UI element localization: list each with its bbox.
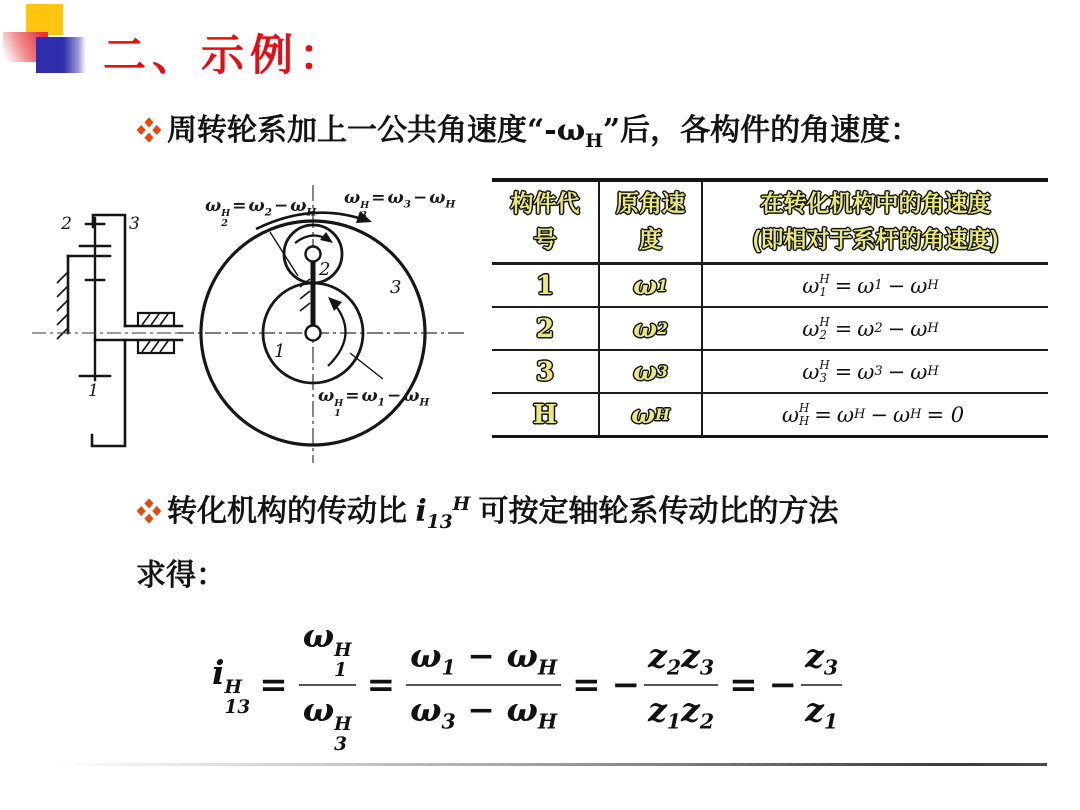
bottom-divider-line bbox=[55, 763, 1047, 766]
logo-blue-square bbox=[36, 37, 86, 73]
table-row bbox=[492, 262, 1048, 306]
header-converted-velocity: 在转化机构中的角速度 (即相对于系杆的角速度) bbox=[752, 190, 999, 252]
label-gear-1: 1 bbox=[274, 341, 286, 362]
bullet-2-text: 转化机构的传动比 $i_{13}^H$ 可按定轴轮系传动比的方法 bbox=[167, 494, 839, 533]
omega3-relative-formula: ω H 3 = $\omega_3 - \omega_H$ bbox=[344, 188, 456, 221]
gear-section-schematic bbox=[30, 180, 190, 470]
header-original-velocity: 原角速 度 bbox=[600, 182, 703, 262]
label-gear-3: 3 bbox=[129, 214, 140, 234]
leader-line-omega2 bbox=[270, 232, 298, 276]
rotation-arrow-sun bbox=[328, 297, 346, 366]
table-header-row bbox=[492, 182, 1048, 262]
diamond-bullet-icon bbox=[136, 117, 162, 143]
bullet-angular-velocity bbox=[136, 110, 1076, 155]
original-omega: ω H bbox=[600, 394, 703, 435]
angular-velocity-table bbox=[492, 178, 1048, 438]
relative-omega-formula: ω H 2 = ω 2 − ω H bbox=[802, 315, 939, 342]
header-component-code: 构件代 号 bbox=[492, 182, 600, 262]
relative-omega-formula: ω H 1 = ω 1 − ω H bbox=[802, 272, 939, 299]
relative-omega-formula: ω H H = ω H − ω H = 0 bbox=[781, 401, 965, 428]
original-omega: ω 3 bbox=[600, 351, 703, 392]
bullet-transmission-ratio bbox=[136, 491, 1036, 594]
label-gear-2: 2 bbox=[61, 214, 72, 234]
teeth-ratio-fraction: $\frac{z_2z_3}{z_1z_2}$ bbox=[642, 636, 720, 733]
bullet-2-line2: 求得： bbox=[136, 559, 226, 593]
omega-difference-fraction: $\frac{\omega_1 - \omega_H}{\omega_3 - \omega_H}$ bbox=[404, 636, 563, 733]
bullet-1-text: 周转轮系加上一公共角速度“$-\omega_H$”后，各构件的角速度： bbox=[167, 113, 921, 152]
sun-joint bbox=[306, 326, 321, 341]
i13H-symbol: $i_{13}^H$ bbox=[415, 494, 471, 533]
leader-line-omega1 bbox=[350, 353, 383, 379]
rotation-arrow-planet bbox=[295, 232, 333, 243]
logo-yellow-square bbox=[26, 4, 63, 35]
component-id: 3 bbox=[492, 351, 600, 392]
label-gear-1: 1 bbox=[88, 381, 99, 401]
label-gear-3: 3 bbox=[390, 277, 402, 298]
table-row bbox=[492, 306, 1048, 349]
i13H-term: i H 13 bbox=[212, 653, 251, 718]
simplified-teeth-ratio-fraction: $\frac{z_3}{z_1}$ bbox=[799, 636, 844, 733]
frame-hatching bbox=[57, 272, 68, 339]
page-title: 二、示例： bbox=[103, 32, 348, 80]
component-id: 2 bbox=[492, 308, 600, 349]
component-id: H bbox=[492, 394, 600, 435]
omega2-relative-formula: ω H 2 = $\omega_2 - \omega_H$ bbox=[205, 196, 317, 229]
transmission-ratio-formula: i H 13 = ω H 1 ω H 3 = $\frac{\omega_1 - \omega_H}{\omega_3 - \omega_H}$ = − $\frac{z_2z_3}{z_1z_2}$ = − $\frac{z_3}{z_1}$ bbox=[212, 616, 844, 754]
ring-gear-outline bbox=[92, 215, 125, 446]
omega-symbol: ω bbox=[556, 113, 586, 148]
original-omega: ω 2 bbox=[600, 308, 703, 349]
label-gear-2: 2 bbox=[319, 259, 331, 280]
table-row bbox=[492, 349, 1048, 392]
table-row bbox=[492, 392, 1048, 435]
component-id: 1 bbox=[492, 265, 600, 306]
omega1-relative-formula: ω H 1 = $\omega_1 - \omega_H$ bbox=[318, 386, 430, 419]
omega-ratio-fraction: ω H 1 ω H 3 bbox=[297, 616, 358, 754]
diamond-bullet-icon bbox=[136, 498, 162, 524]
relative-omega-formula: ω H 3 = ω 3 − ω H bbox=[802, 358, 939, 385]
original-omega: ω 1 bbox=[600, 265, 703, 306]
